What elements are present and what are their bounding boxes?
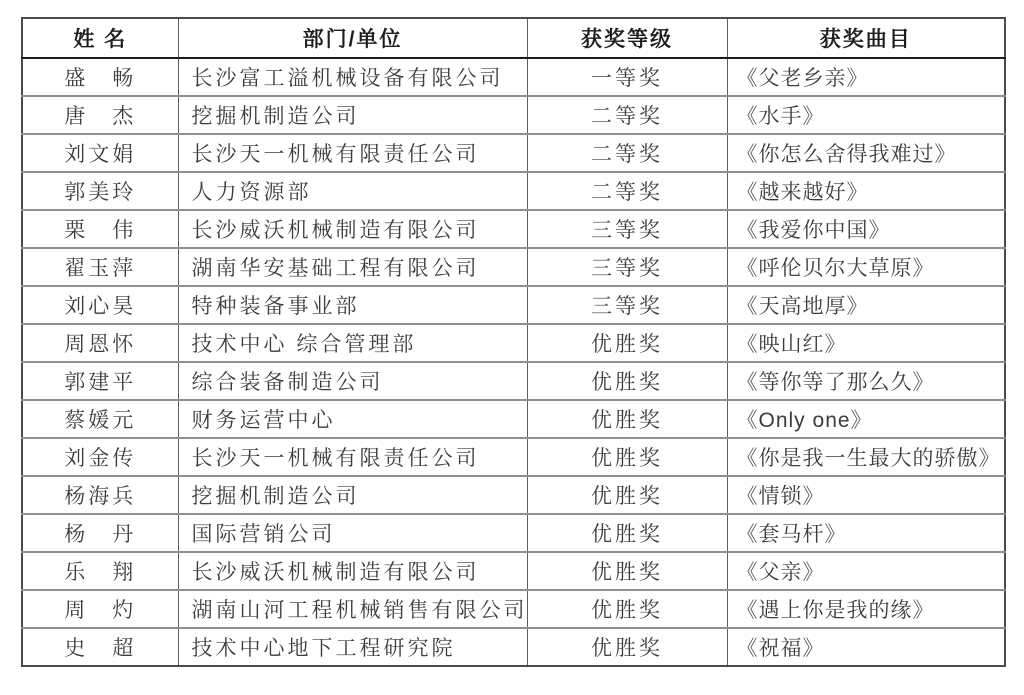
song-cell: 《情锁》	[727, 476, 1005, 514]
level-cell: 二等奖	[527, 172, 727, 210]
header-song: 获奖曲目	[727, 18, 1005, 58]
level-cell: 优胜奖	[527, 324, 727, 362]
table-row	[22, 248, 1005, 286]
header-level: 获奖等级	[527, 18, 727, 58]
song-cell: 《呼伦贝尔大草原》	[727, 248, 1005, 286]
name-cell: 郭建平	[22, 362, 178, 400]
department-cell: 财务运营中心	[178, 400, 527, 438]
name-cell: 唐 杰	[22, 96, 178, 134]
table-body	[22, 58, 1005, 666]
name-cell: 杨 丹	[22, 514, 178, 552]
level-cell: 优胜奖	[527, 628, 727, 666]
song-cell: 《天高地厚》	[727, 286, 1005, 324]
table-header	[22, 18, 1005, 58]
level-cell: 二等奖	[527, 96, 727, 134]
song-cell: 《等你等了那么久》	[727, 362, 1005, 400]
name-cell: 郭美玲	[22, 172, 178, 210]
song-cell: 《遇上你是我的缘》	[727, 590, 1005, 628]
name-cell: 刘心昊	[22, 286, 178, 324]
level-cell: 三等奖	[527, 248, 727, 286]
table-row	[22, 286, 1005, 324]
song-cell: 《我爱你中国》	[727, 210, 1005, 248]
name-cell: 周恩怀	[22, 324, 178, 362]
department-cell: 长沙天一机械有限责任公司	[178, 134, 527, 172]
header-department: 部门/单位	[178, 18, 527, 58]
song-cell: 《Only one》	[727, 400, 1005, 438]
level-cell: 优胜奖	[527, 362, 727, 400]
table-row	[22, 438, 1005, 476]
song-cell: 《祝福》	[727, 628, 1005, 666]
department-cell: 长沙富工溢机械设备有限公司	[178, 58, 527, 96]
table-row	[22, 96, 1005, 134]
name-cell: 史 超	[22, 628, 178, 666]
department-cell: 技术中心地下工程研究院	[178, 628, 527, 666]
song-cell: 《父亲》	[727, 552, 1005, 590]
name-cell: 栗 伟	[22, 210, 178, 248]
table-row	[22, 628, 1005, 666]
awards-table	[21, 17, 1006, 667]
header-row	[22, 18, 1005, 58]
table-row	[22, 324, 1005, 362]
department-cell: 国际营销公司	[178, 514, 527, 552]
level-cell: 优胜奖	[527, 514, 727, 552]
song-cell: 《水手》	[727, 96, 1005, 134]
department-cell: 技术中心 综合管理部	[178, 324, 527, 362]
table-row	[22, 134, 1005, 172]
table-row	[22, 400, 1005, 438]
song-cell: 《你怎么舍得我难过》	[727, 134, 1005, 172]
level-cell: 一等奖	[527, 58, 727, 96]
table-row	[22, 476, 1005, 514]
department-cell: 湖南山河工程机械销售有限公司	[178, 590, 527, 628]
header-name: 姓 名	[22, 18, 178, 58]
level-cell: 三等奖	[527, 210, 727, 248]
name-cell: 盛 畅	[22, 58, 178, 96]
department-cell: 特种装备事业部	[178, 286, 527, 324]
name-cell: 蔡媛元	[22, 400, 178, 438]
name-cell: 刘金传	[22, 438, 178, 476]
department-cell: 长沙威沃机械制造有限公司	[178, 210, 527, 248]
table-row	[22, 590, 1005, 628]
level-cell: 优胜奖	[527, 476, 727, 514]
department-cell: 人力资源部	[178, 172, 527, 210]
level-cell: 优胜奖	[527, 438, 727, 476]
department-cell: 长沙天一机械有限责任公司	[178, 438, 527, 476]
song-cell: 《父老乡亲》	[727, 58, 1005, 96]
name-cell: 翟玉萍	[22, 248, 178, 286]
song-cell: 《你是我一生最大的骄傲》	[727, 438, 1005, 476]
level-cell: 二等奖	[527, 134, 727, 172]
song-cell: 《越来越好》	[727, 172, 1005, 210]
table-row	[22, 210, 1005, 248]
table-row	[22, 58, 1005, 96]
department-cell: 长沙威沃机械制造有限公司	[178, 552, 527, 590]
level-cell: 三等奖	[527, 286, 727, 324]
level-cell: 优胜奖	[527, 552, 727, 590]
table-row	[22, 514, 1005, 552]
department-cell: 湖南华安基础工程有限公司	[178, 248, 527, 286]
name-cell: 刘文娟	[22, 134, 178, 172]
name-cell: 杨海兵	[22, 476, 178, 514]
level-cell: 优胜奖	[527, 590, 727, 628]
level-cell: 优胜奖	[527, 400, 727, 438]
department-cell: 挖掘机制造公司	[178, 96, 527, 134]
department-cell: 挖掘机制造公司	[178, 476, 527, 514]
table-row	[22, 552, 1005, 590]
name-cell: 乐 翔	[22, 552, 178, 590]
name-cell: 周 灼	[22, 590, 178, 628]
song-cell: 《套马杆》	[727, 514, 1005, 552]
table-row	[22, 172, 1005, 210]
department-cell: 综合装备制造公司	[178, 362, 527, 400]
table-row	[22, 362, 1005, 400]
song-cell: 《映山红》	[727, 324, 1005, 362]
